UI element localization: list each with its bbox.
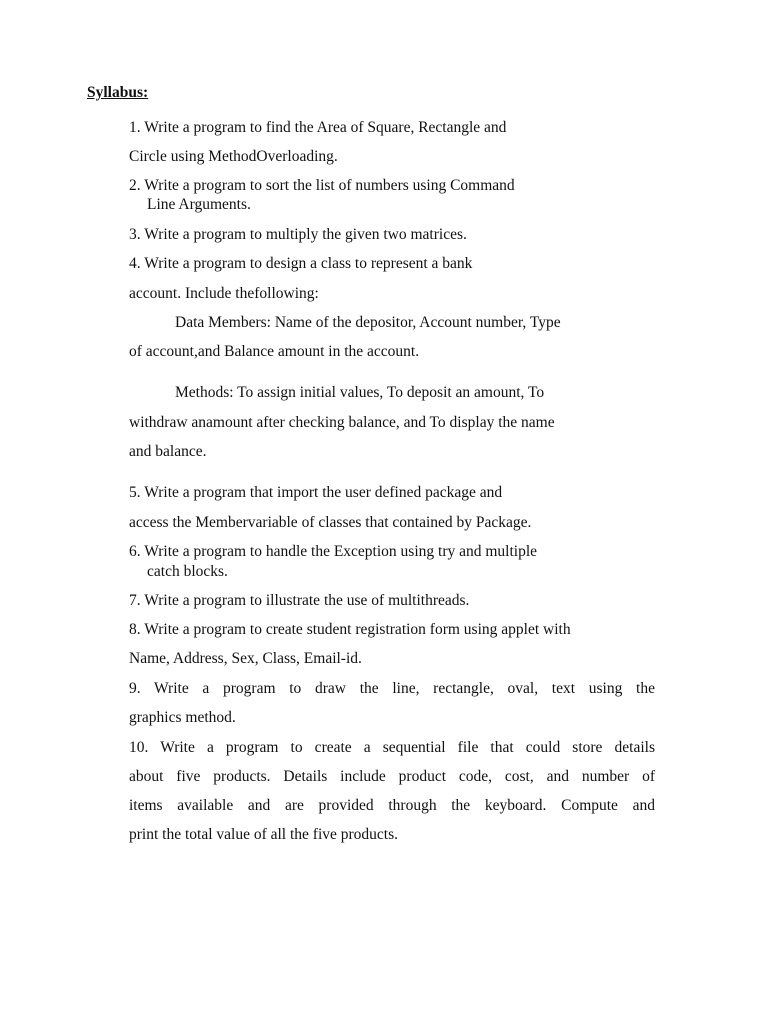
item-8-line-2: Name, Address, Sex, Class, Email-id. xyxy=(129,650,362,667)
item-6-line-2: catch blocks. xyxy=(147,563,228,580)
item-5-line-2: access the Membervariable of classes that contained by Package. xyxy=(129,514,532,531)
item-5-line-1: 5. Write a program that import the user defined package and xyxy=(129,484,503,501)
item-8-line-1: 8. Write a program to create student registration form using applet with xyxy=(129,621,571,638)
item-4-methods-line-1: Methods: To assign initial values, To deposit an amount, To xyxy=(175,384,545,401)
item-4-methods-line-2: withdraw anamount after checking balance, and To display the name xyxy=(129,414,555,431)
item-6-line-1: 6. Write a program to handle the Exception using try and multiple xyxy=(129,543,538,560)
item-3-line-1: 3. Write a program to multiply the given two matrices. xyxy=(129,226,467,243)
item-10-line-1: 10. Write a program to create a sequential file that could store details xyxy=(129,739,655,756)
item-10-line-3: items available and are provided through the keyboard. Compute and xyxy=(129,797,655,814)
item-9-line-1: 9. Write a program to draw the line, rectangle, oval, text using the xyxy=(129,680,655,697)
syllabus-heading: Syllabus: xyxy=(87,84,149,101)
item-2-line-2: Line Arguments. xyxy=(147,196,251,213)
item-7-line-1: 7. Write a program to illustrate the use of multithreads. xyxy=(129,592,470,609)
item-1-line-1: 1. Write a program to find the Area of Square, Rectangle and xyxy=(129,119,507,136)
item-1-line-2: Circle using MethodOverloading. xyxy=(129,148,338,165)
item-10-line-2: about five products. Details include product code, cost, and number of xyxy=(129,768,655,785)
item-2-line-1: 2. Write a program to sort the list of numbers using Command xyxy=(129,177,515,194)
item-4-line-1: 4. Write a program to design a class to represent a bank xyxy=(129,255,473,272)
item-4-line-2: account. Include thefollowing: xyxy=(129,285,319,302)
item-4-data-members-line-1: Data Members: Name of the depositor, Account number, Type xyxy=(175,314,561,331)
item-10-line-4: print the total value of all the five products. xyxy=(129,826,399,843)
item-4-data-members-line-2: of account,and Balance amount in the account. xyxy=(129,343,420,360)
item-9-line-2: graphics method. xyxy=(129,709,236,726)
item-4-methods-line-3: and balance. xyxy=(129,443,207,460)
